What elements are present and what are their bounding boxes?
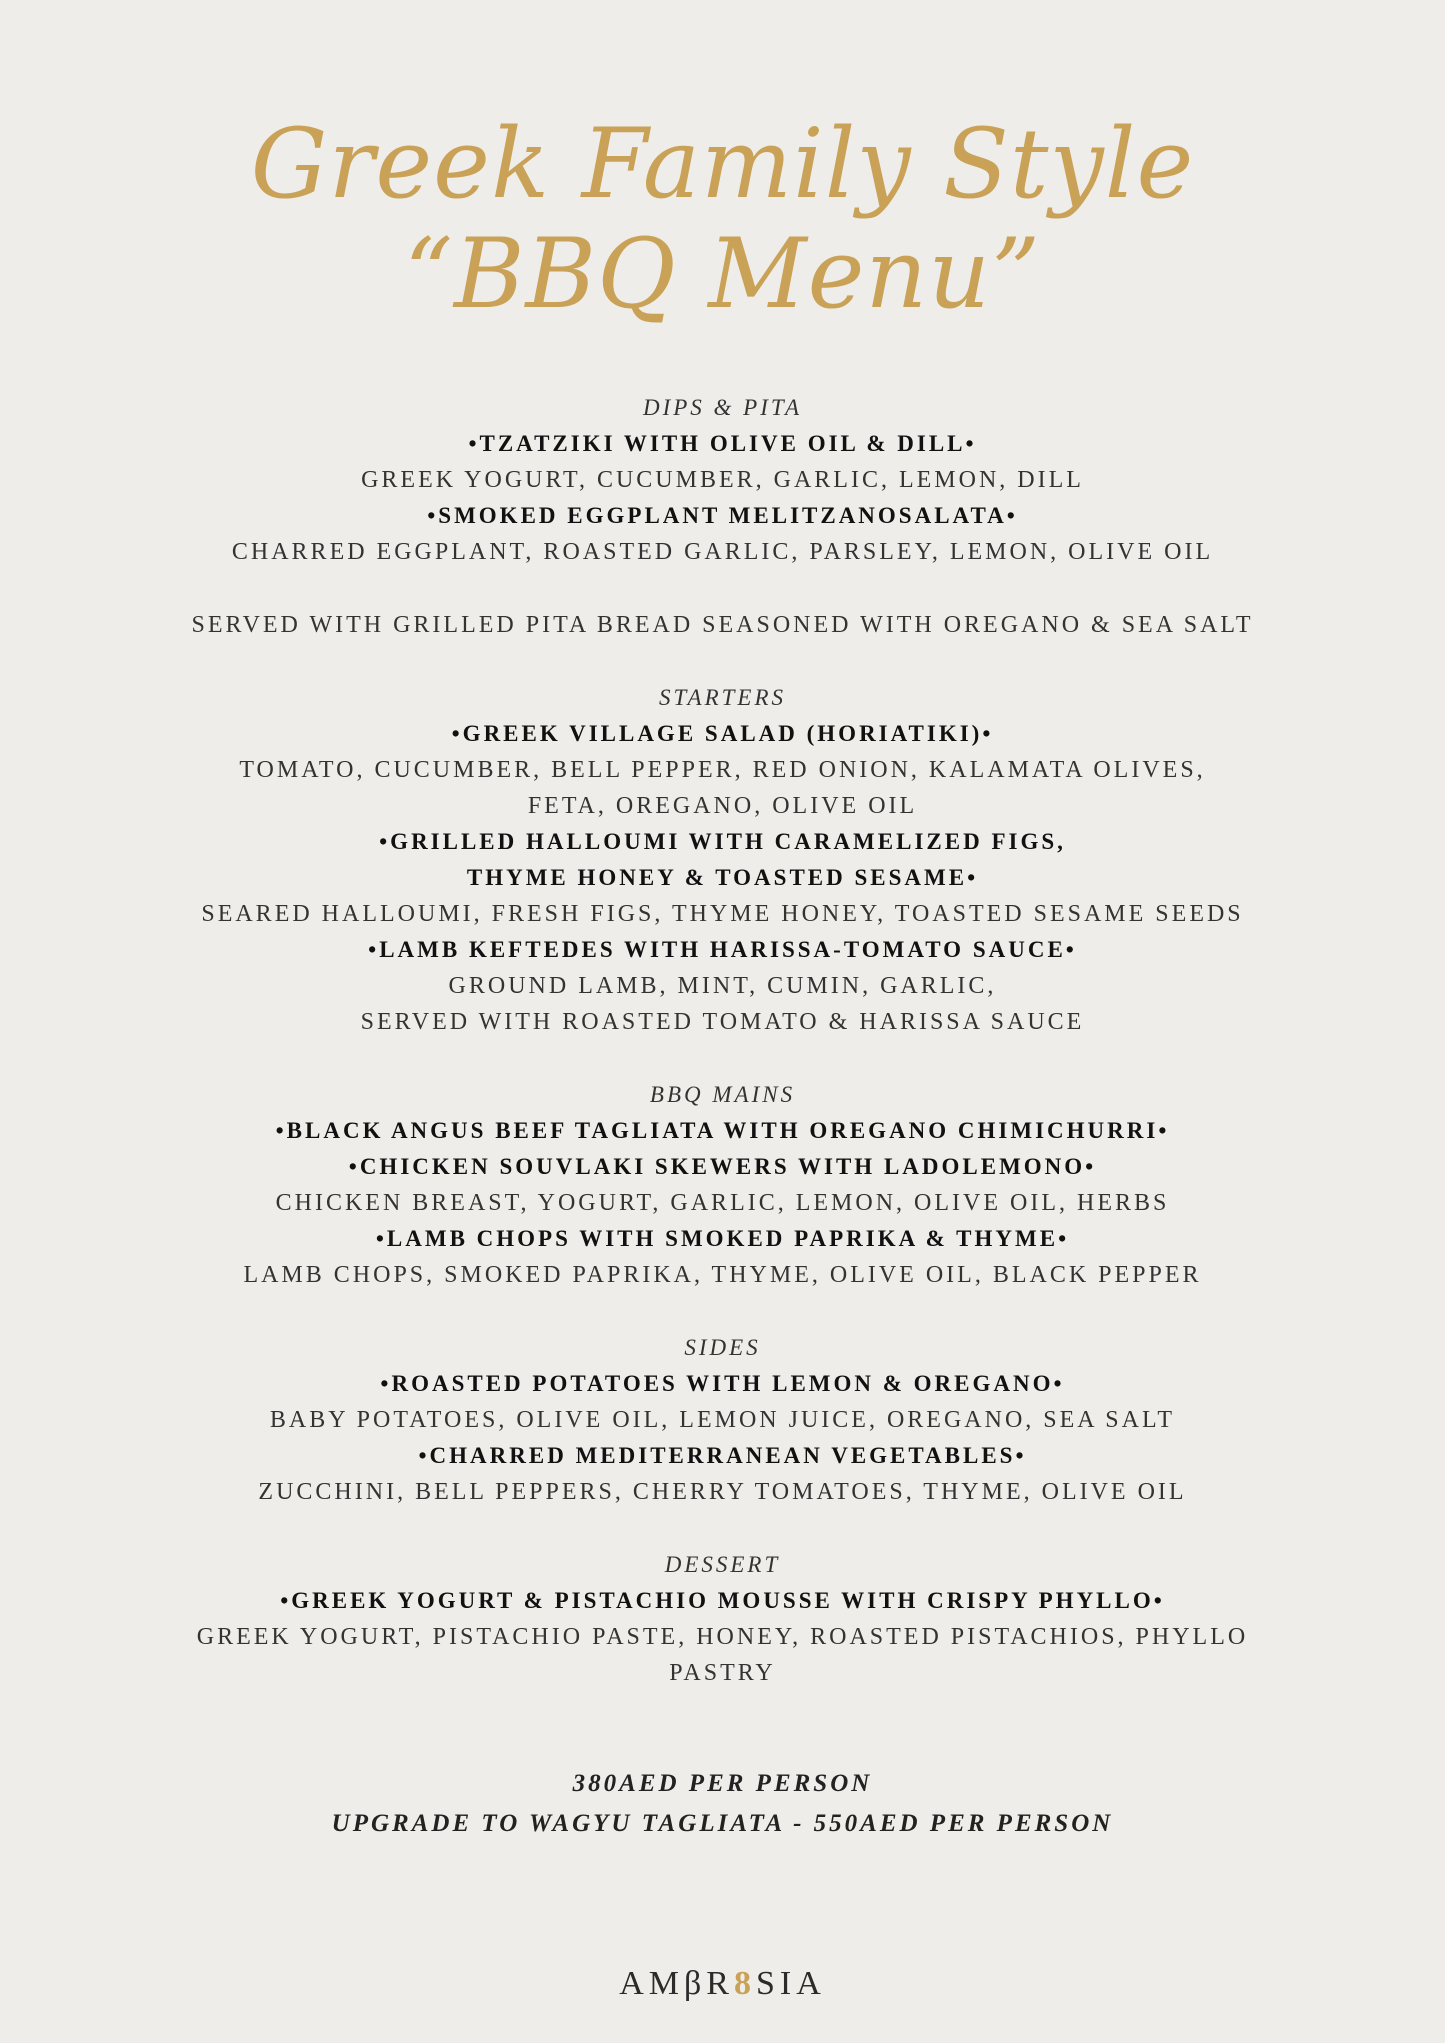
- section-note: SERVED WITH GRILLED PITA BREAD SEASONED WITH OREGANO & SEA SALT: [191, 612, 1254, 638]
- dish-description: GREEK YOGURT, CUCUMBER, GARLIC, LEMON, DILL: [361, 467, 1084, 493]
- dish-name: •SMOKED EGGPLANT MELITZANOSALATA•: [427, 503, 1018, 528]
- logo-mark-icon: 8: [733, 1965, 756, 2002]
- section-gap: [0, 1040, 1445, 1077]
- dish-name: •CHICKEN SOUVLAKI SKEWERS WITH LADOLEMONO•: [348, 1154, 1097, 1179]
- dish-description: ZUCCHINI, BELL PEPPERS, CHERRY TOMATOES, THYME, OLIVE OIL: [258, 1479, 1187, 1505]
- dish-description: SEARED HALLOUMI, FRESH FIGS, THYME HONEY, TOASTED SESAME SEEDS: [201, 901, 1244, 927]
- dish-name: •ROASTED POTATOES WITH LEMON & OREGANO•: [380, 1371, 1065, 1396]
- section-gap: [0, 1293, 1445, 1330]
- dish-name: •GREEK VILLAGE SALAD (HORIATIKI)•: [451, 721, 994, 746]
- dish-description: TOMATO, CUCUMBER, BELL PEPPER, RED ONION, KALAMATA OLIVES,: [239, 757, 1206, 783]
- dish-description: FETA, OREGANO, OLIVE OIL: [527, 793, 918, 819]
- upgrade-price: UPGRADE TO WAGYU TAGLIATA - 550AED PER PERSON: [331, 1810, 1114, 1837]
- menu-title-line2: “BBQ Menu”: [403, 218, 1042, 330]
- note-gap: [0, 570, 1445, 607]
- section-heading: DESSERT: [664, 1552, 781, 1577]
- menu-sections: [0, 390, 1445, 1691]
- dish-description: GREEK YOGURT, PISTACHIO PASTE, HONEY, ROASTED PISTACHIOS, PHYLLO: [196, 1624, 1249, 1650]
- dish-description: SERVED WITH ROASTED TOMATO & HARISSA SAUCE: [360, 1009, 1085, 1035]
- dish-name: •GREEK YOGURT & PISTACHIO MOUSSE WITH CRISPY PHYLLO•: [280, 1588, 1165, 1613]
- dish-name: •GRILLED HALLOUMI WITH CARAMELIZED FIGS,: [379, 829, 1066, 854]
- dish-description: LAMB CHOPS, SMOKED PAPRIKA, THYME, OLIVE OIL, BLACK PEPPER: [243, 1262, 1202, 1288]
- section-heading: SIDES: [684, 1335, 761, 1360]
- logo-text-end: SIA: [755, 1965, 826, 2002]
- dish-name: •LAMB CHOPS WITH SMOKED PAPRIKA & THYME•: [375, 1226, 1070, 1251]
- dish-description: GROUND LAMB, MINT, CUMIN, GARLIC,: [448, 973, 997, 999]
- price-per-person: 380AED PER PERSON: [572, 1770, 873, 1797]
- dish-description: CHICKEN BREAST, YOGURT, GARLIC, LEMON, OLIVE OIL, HERBS: [275, 1190, 1170, 1216]
- dish-name: •CHARRED MEDITERRANEAN VEGETABLES•: [418, 1443, 1027, 1468]
- dish-description: BABY POTATOES, OLIVE OIL, LEMON JUICE, OREGANO, SEA SALT: [269, 1407, 1176, 1433]
- section-gap: [0, 1510, 1445, 1547]
- ambrosia-logo: [0, 1965, 1445, 2003]
- section-heading: STARTERS: [658, 685, 787, 710]
- logo-text-start: AMβR: [619, 1965, 734, 2002]
- menu-title-line1: Greek Family Style: [250, 108, 1195, 220]
- dish-name: THYME HONEY & TOASTED SESAME•: [466, 865, 979, 890]
- section-heading: DIPS & PITA: [642, 395, 803, 420]
- section-gap: [0, 643, 1445, 680]
- dish-description: CHARRED EGGPLANT, ROASTED GARLIC, PARSLEY, LEMON, OLIVE OIL: [231, 539, 1214, 565]
- dish-name: •BLACK ANGUS BEEF TAGLIATA WITH OREGANO CHIMICHURRI•: [275, 1118, 1170, 1143]
- dish-name: •TZATZIKI WITH OLIVE OIL & DILL•: [468, 431, 977, 456]
- dish-name: •LAMB KEFTEDES WITH HARISSA-TOMATO SAUCE•: [368, 937, 1077, 962]
- dish-description: PASTRY: [669, 1660, 776, 1686]
- section-heading: BBQ MAINS: [649, 1082, 796, 1107]
